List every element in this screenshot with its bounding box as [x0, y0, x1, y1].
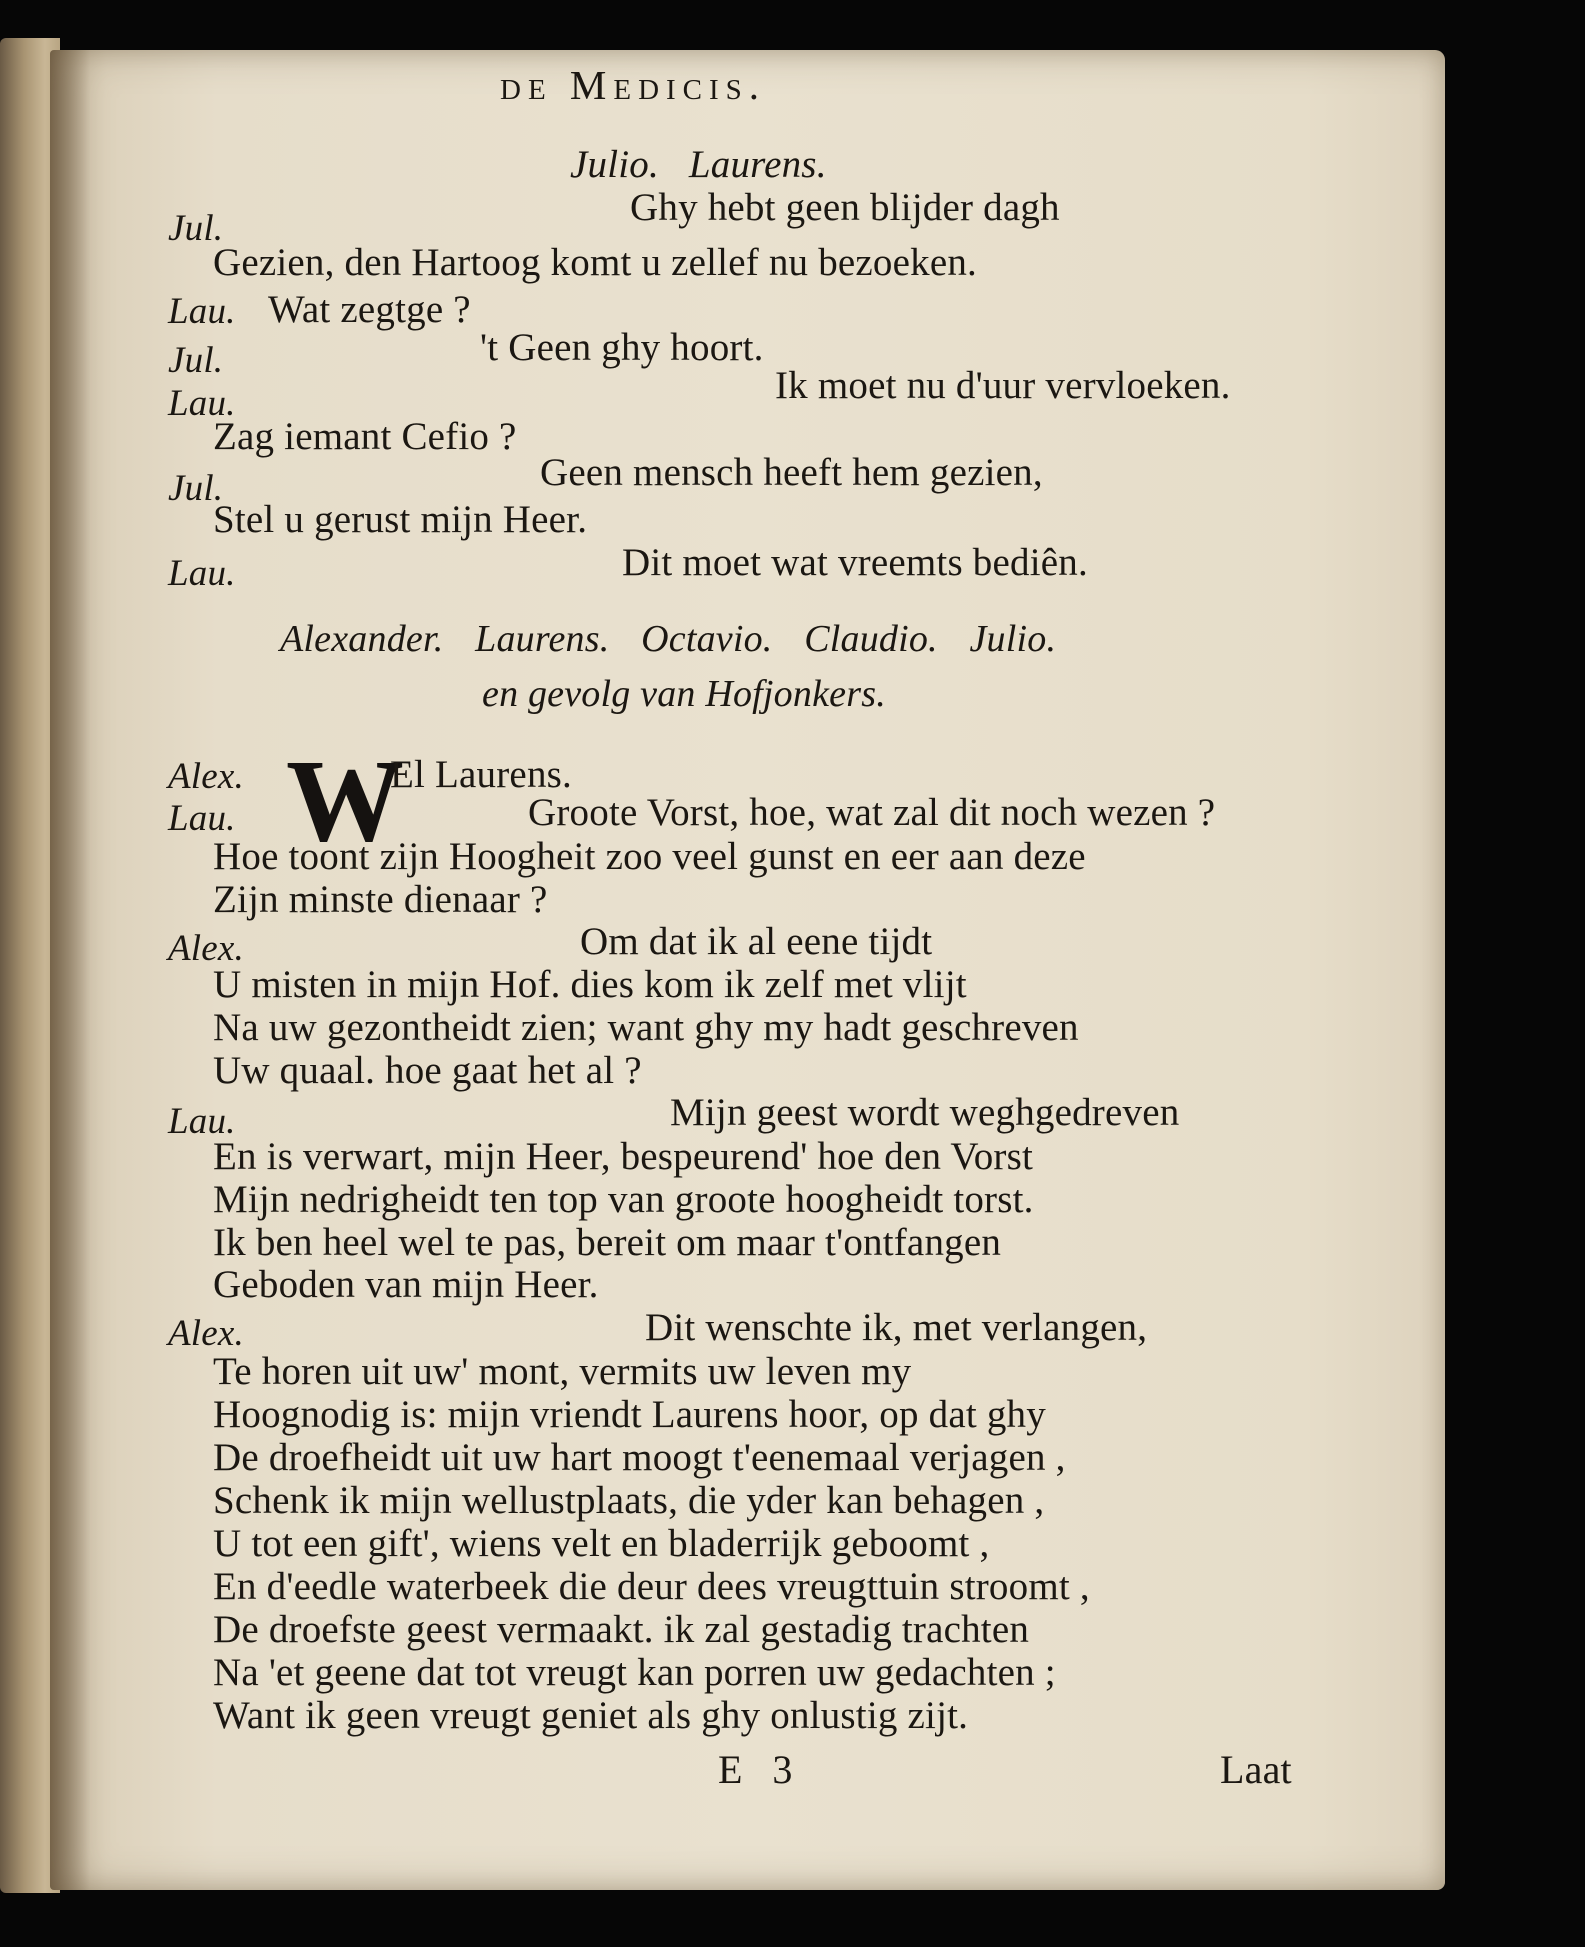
verse-line: Ik ben heel wel te pas, bereit om maar t'ontfangen: [213, 1221, 1002, 1264]
speaker-label: Lau.: [168, 798, 236, 839]
scene-2-speakers-heading: Alexander. Laurens. Octavio. Claudio. Julio.: [280, 618, 1057, 660]
verse-line: En is verwart, mijn Heer, bespeurend' hoe den Vorst: [213, 1135, 1034, 1178]
signature-mark: E 3: [718, 1747, 803, 1792]
verse-line: Stel u gerust mijn Heer.: [213, 498, 588, 541]
speaker-label: Jul.: [168, 208, 224, 249]
scene-2-speakers-heading-continued: en gevolg van Hofjonkers.: [482, 673, 886, 715]
verse-line: El Laurens.: [390, 753, 572, 796]
speaker-label: Jul.: [168, 340, 224, 381]
speaker-label: Lau.: [168, 553, 236, 594]
verse-line: De droefheidt uit uw hart moogt t'eenemaal verjagen ,: [213, 1436, 1066, 1479]
verse-line: 't Geen ghy hoort.: [480, 326, 764, 369]
verse-line: Na 'et geene dat tot vreugt kan porren uw gedachten ;: [213, 1651, 1056, 1694]
speaker-label: Alex.: [168, 928, 244, 969]
verse-line: Dit wenschte ik, met verlangen,: [645, 1306, 1148, 1349]
speaker-label: Alex.: [168, 1313, 244, 1354]
verse-line: Uw quaal. hoe gaat het al ?: [213, 1049, 642, 1092]
running-head: de Medicis.: [500, 62, 767, 108]
drop-cap: W: [286, 735, 404, 866]
verse-line: Wat zegtge ?: [268, 288, 471, 331]
verse-line: Mijn nedrigheidt ten top van groote hoogheidt torst.: [213, 1178, 1034, 1221]
catchword: Laat: [1220, 1747, 1292, 1792]
speaker-label: Lau.: [168, 1101, 236, 1142]
verse-line: Want ik geen vreugt geniet als ghy onlustig zijt.: [213, 1694, 969, 1737]
verse-line: U misten in mijn Hof. dies kom ik zelf met vlijt: [213, 963, 967, 1006]
verse-line: Te horen uit uw' mont, vermits uw leven my: [213, 1350, 912, 1393]
book-page: [50, 50, 1445, 1890]
verse-line: De droefste geest vermaakt. ik zal gestadig trachten: [213, 1608, 1030, 1651]
speaker-label: Lau.: [168, 383, 236, 424]
verse-line: Hoe toont zijn Hoogheit zoo veel gunst en eer aan deze: [213, 835, 1086, 878]
verse-line: Geen mensch heeft hem gezien,: [540, 451, 1043, 494]
verse-line: U tot een gift', wiens velt en bladerrijk geboomt ,: [213, 1522, 990, 1565]
verse-line: En d'eedle waterbeek die deur dees vreugttuin stroomt ,: [213, 1565, 1090, 1608]
verse-line: Zijn minste dienaar ?: [213, 878, 548, 921]
verse-line: Hoognodig is: mijn vriendt Laurens hoor, op dat ghy: [213, 1393, 1046, 1436]
verse-line: Schenk ik mijn wellustplaats, die yder kan behagen ,: [213, 1479, 1045, 1522]
verse-line: Geboden van mijn Heer.: [213, 1263, 599, 1306]
speaker-label: Lau.: [168, 291, 236, 332]
page-gutter-shadow: [50, 50, 90, 1890]
verse-line: Groote Vorst, hoe, wat zal dit noch wezen ?: [528, 791, 1216, 834]
verse-line: Om dat ik al eene tijdt: [580, 920, 933, 963]
verse-line: Dit moet wat vreemts bediên.: [622, 541, 1088, 584]
verse-line: Mijn geest wordt weghgedreven: [670, 1091, 1180, 1134]
verse-line: Zag iemant Cefio ?: [213, 415, 517, 458]
speaker-label: Alex.: [168, 756, 244, 797]
verse-line: Na uw gezontheidt zien; want ghy my hadt geschreven: [213, 1006, 1079, 1049]
verse-line: Ghy hebt geen blijder dagh: [630, 186, 1060, 229]
speaker-label: Jul.: [168, 468, 224, 509]
scene-1-speakers-heading: Julio. Laurens.: [570, 143, 827, 186]
verse-line: Ik moet nu d'uur vervloeken.: [775, 364, 1231, 407]
verse-line: Gezien, den Hartoog komt u zellef nu bezoeken.: [213, 241, 977, 284]
